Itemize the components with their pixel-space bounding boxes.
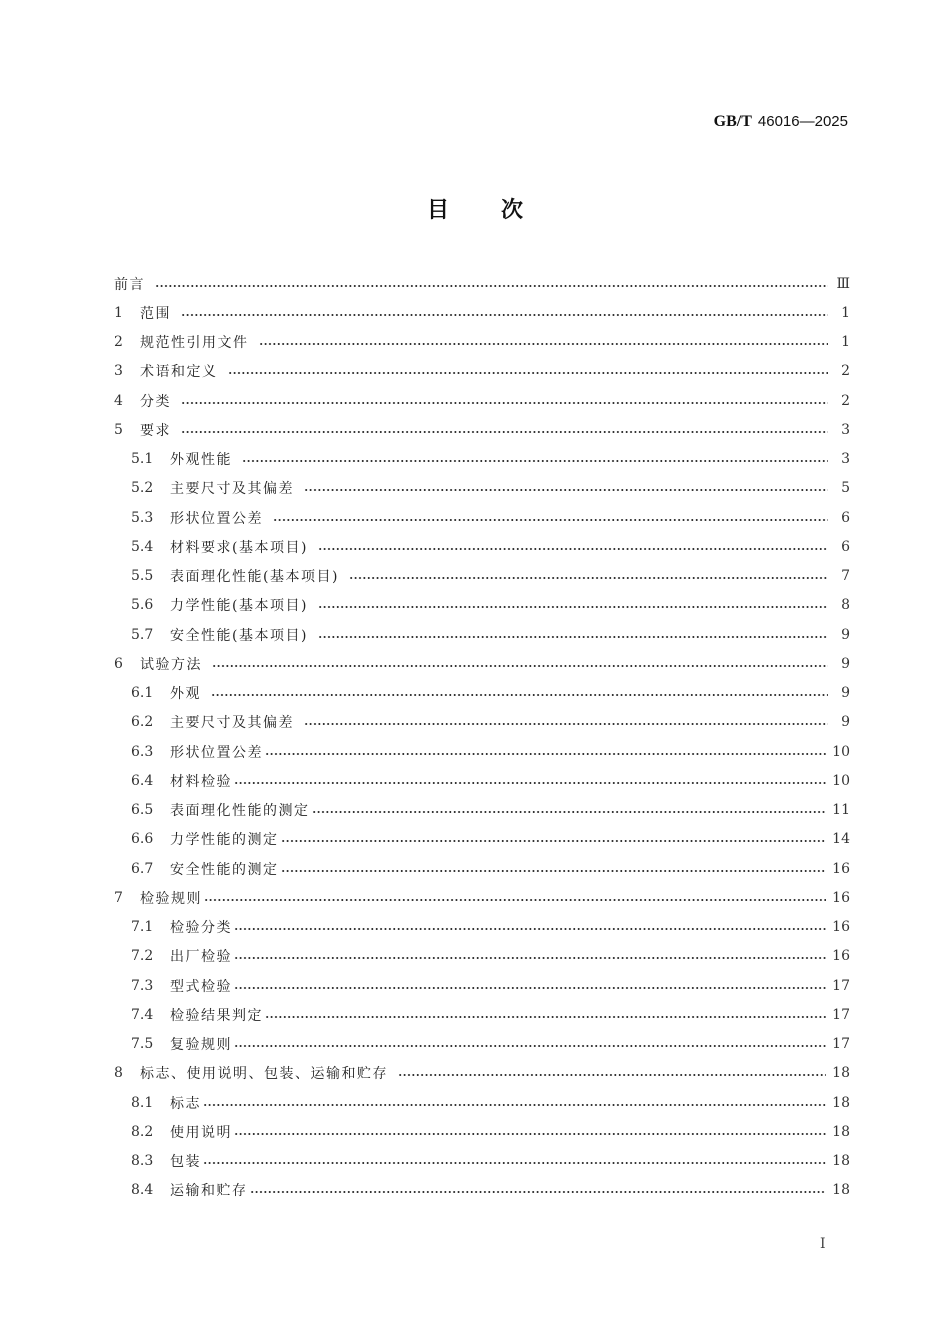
toc-entry[interactable] bbox=[114, 913, 850, 942]
toc-entry[interactable] bbox=[114, 883, 850, 912]
toc-entry[interactable] bbox=[114, 971, 850, 1000]
dot-leader bbox=[204, 891, 826, 905]
toc-entry-page: 9 bbox=[841, 655, 850, 672]
toc-entry-title: 检验结果判定 bbox=[170, 1007, 263, 1024]
toc-entry-page: 18 bbox=[832, 1182, 850, 1199]
toc-entry-page: 1 bbox=[841, 334, 850, 351]
toc-entry-number: 6.1 bbox=[131, 685, 154, 702]
dot-leader bbox=[203, 1096, 826, 1110]
toc-entry[interactable] bbox=[114, 1059, 850, 1088]
toc-entry[interactable] bbox=[114, 796, 850, 825]
toc-entry[interactable] bbox=[114, 1088, 850, 1117]
toc-entry-title: 形状位置公差 bbox=[170, 510, 263, 527]
dot-leader bbox=[304, 481, 828, 495]
toc-entry-number: 7.2 bbox=[131, 948, 154, 965]
toc-entry[interactable] bbox=[114, 1030, 850, 1059]
toc-entry-page: 18 bbox=[832, 1123, 850, 1140]
toc-entry-page: 16 bbox=[832, 948, 850, 965]
toc-entry-title: 前言 bbox=[114, 276, 145, 293]
toc-entry-number: 8.4 bbox=[131, 1182, 154, 1199]
toc-entry-page: 10 bbox=[832, 772, 850, 789]
toc-entry-page: 10 bbox=[832, 743, 850, 760]
toc-entry-title: 安全性能(基本项目) bbox=[170, 627, 308, 644]
toc-entry-number: 6.5 bbox=[131, 802, 154, 819]
toc-entry-number: 5.7 bbox=[131, 626, 154, 643]
toc-entry-number: 8.2 bbox=[131, 1123, 154, 1140]
toc-entry-title: 安全性能的测定 bbox=[170, 861, 279, 878]
toc-entry[interactable] bbox=[114, 445, 850, 474]
toc-entry[interactable] bbox=[114, 562, 850, 591]
toc-entry-title: 外观 bbox=[170, 686, 201, 703]
toc-entry-page: 6 bbox=[841, 509, 850, 526]
toc-entry-title: 主要尺寸及其偏差 bbox=[170, 715, 294, 732]
standard-code bbox=[714, 112, 848, 131]
dot-leader bbox=[228, 364, 829, 378]
toc-entry-title: 力学性能(基本项目) bbox=[170, 598, 308, 615]
page-number: Ⅰ bbox=[820, 1236, 826, 1252]
toc-entry-title: 要求 bbox=[140, 422, 171, 439]
toc-entry-page: 9 bbox=[841, 714, 850, 731]
toc-entry-page: 18 bbox=[832, 1065, 850, 1082]
toc-entry-number: 8.1 bbox=[131, 1094, 154, 1111]
dot-leader bbox=[265, 1008, 826, 1022]
toc-entry-page: 18 bbox=[832, 1153, 850, 1170]
toc-entry-page: 11 bbox=[832, 802, 850, 819]
toc-entry-title: 复验规则 bbox=[170, 1037, 232, 1054]
toc-entry[interactable] bbox=[114, 620, 850, 649]
toc-entry[interactable] bbox=[114, 766, 850, 795]
toc-entry-number: 1 bbox=[114, 304, 123, 321]
toc-entry-number: 5.6 bbox=[131, 597, 154, 614]
toc-entry-title: 材料检验 bbox=[170, 773, 232, 790]
dot-leader bbox=[212, 657, 828, 671]
toc-entry[interactable] bbox=[114, 1176, 850, 1205]
toc-entry-number: 5.5 bbox=[131, 568, 154, 585]
toc-entry-page: 16 bbox=[832, 919, 850, 936]
toc-entry[interactable] bbox=[114, 386, 850, 415]
toc-entry-number: 4 bbox=[114, 392, 123, 409]
toc-entry[interactable] bbox=[114, 708, 850, 737]
toc-entry-page: 2 bbox=[841, 363, 850, 380]
dot-leader bbox=[318, 540, 828, 554]
dot-leader bbox=[234, 979, 826, 993]
toc-entry-page: 17 bbox=[832, 1036, 850, 1053]
toc-entry[interactable] bbox=[114, 415, 850, 444]
toc-entry-number: 2 bbox=[114, 334, 123, 351]
toc-entry-title: 检验分类 bbox=[170, 920, 232, 937]
toc-entry-page: 18 bbox=[832, 1094, 850, 1111]
dot-leader bbox=[234, 774, 826, 788]
toc-entry-number: 8.3 bbox=[131, 1153, 154, 1170]
toc-entry-page: 5 bbox=[841, 480, 850, 497]
table-of-contents bbox=[114, 269, 850, 1205]
page-title: 目次 bbox=[426, 198, 575, 223]
toc-entry-title: 表面理化性能(基本项目) bbox=[170, 569, 339, 586]
toc-entry-page: 16 bbox=[832, 860, 850, 877]
toc-entry-title: 试验方法 bbox=[140, 656, 202, 673]
dot-leader bbox=[312, 803, 827, 817]
dot-leader bbox=[281, 832, 827, 846]
toc-entry-title: 力学性能的测定 bbox=[170, 832, 279, 849]
dot-leader bbox=[398, 1066, 826, 1080]
toc-entry-number: 5.2 bbox=[131, 480, 154, 497]
dot-leader bbox=[273, 511, 828, 525]
toc-entry[interactable] bbox=[114, 1117, 850, 1146]
toc-entry-title: 使用说明 bbox=[170, 1124, 232, 1141]
toc-entry-number: 7.4 bbox=[131, 1006, 154, 1023]
dot-leader bbox=[265, 745, 826, 759]
dot-leader bbox=[234, 1125, 826, 1139]
dot-leader bbox=[181, 423, 828, 437]
dot-leader bbox=[211, 686, 828, 700]
toc-entry-number: 5.4 bbox=[131, 538, 154, 555]
toc-entry[interactable] bbox=[114, 679, 850, 708]
toc-entry[interactable] bbox=[114, 737, 850, 766]
toc-entry[interactable] bbox=[114, 474, 850, 503]
toc-entry[interactable] bbox=[114, 357, 850, 386]
toc-entry-page: 17 bbox=[832, 977, 850, 994]
toc-entry-title: 分类 bbox=[140, 393, 171, 410]
toc-entry-page: 1 bbox=[841, 304, 850, 321]
dot-leader bbox=[318, 598, 828, 612]
toc-entry-page: 7 bbox=[841, 568, 850, 585]
dot-leader bbox=[281, 862, 827, 876]
toc-entry[interactable] bbox=[114, 854, 850, 883]
toc-entry-page: 8 bbox=[841, 597, 850, 614]
toc-entry-number: 6.7 bbox=[131, 860, 154, 877]
toc-entry-page: 14 bbox=[832, 831, 850, 848]
toc-entry-title: 型式检验 bbox=[170, 978, 232, 995]
toc-entry-title: 规范性引用文件 bbox=[140, 335, 249, 352]
toc-entry-page: 3 bbox=[841, 451, 850, 468]
toc-entry-title: 标志 bbox=[170, 1095, 201, 1112]
toc-entry-number: 7 bbox=[114, 889, 123, 906]
toc-entry-title: 外观性能 bbox=[170, 452, 232, 469]
toc-entry-title: 术语和定义 bbox=[140, 364, 218, 381]
toc-entry-number: 8 bbox=[114, 1065, 123, 1082]
toc-entry-title: 表面理化性能的测定 bbox=[170, 803, 310, 820]
dot-leader bbox=[259, 335, 829, 349]
toc-entry-number: 7.5 bbox=[131, 1036, 154, 1053]
dot-leader bbox=[234, 949, 826, 963]
toc-entry[interactable] bbox=[114, 1000, 850, 1029]
toc-entry-page: Ⅲ bbox=[836, 275, 850, 292]
toc-entry-number: 5.3 bbox=[131, 509, 154, 526]
toc-entry-number: 7.3 bbox=[131, 977, 154, 994]
toc-entry[interactable] bbox=[114, 328, 850, 357]
toc-entry-number: 5.1 bbox=[131, 451, 154, 468]
dot-leader bbox=[234, 920, 826, 934]
toc-entry-page: 9 bbox=[841, 685, 850, 702]
toc-entry-page: 6 bbox=[841, 538, 850, 555]
toc-entry-number: 7.1 bbox=[131, 919, 154, 936]
dot-leader bbox=[155, 277, 828, 291]
dot-leader bbox=[242, 452, 828, 466]
toc-entry-number: 6 bbox=[114, 655, 123, 672]
toc-entry-number: 3 bbox=[114, 363, 123, 380]
toc-entry-title: 主要尺寸及其偏差 bbox=[170, 481, 294, 498]
toc-entry-title: 标志、使用说明、包装、运输和贮存 bbox=[140, 1066, 388, 1083]
toc-entry-title: 材料要求(基本项目) bbox=[170, 539, 308, 556]
standard-number: 46016—2025 bbox=[757, 113, 848, 130]
dot-leader bbox=[181, 306, 828, 320]
toc-entry[interactable] bbox=[114, 942, 850, 971]
toc-entry-page: 3 bbox=[841, 421, 850, 438]
toc-entry-page: 2 bbox=[841, 392, 850, 409]
toc-entry[interactable] bbox=[114, 649, 850, 678]
dot-leader bbox=[181, 394, 828, 408]
toc-entry[interactable] bbox=[114, 298, 850, 327]
dot-leader bbox=[250, 1183, 827, 1197]
toc-entry-title: 范围 bbox=[140, 305, 171, 322]
dot-leader bbox=[318, 628, 828, 642]
dot-leader bbox=[349, 569, 828, 583]
dot-leader bbox=[304, 715, 828, 729]
toc-entry[interactable] bbox=[114, 591, 850, 620]
dot-leader bbox=[234, 1037, 826, 1051]
toc-entry[interactable] bbox=[114, 1147, 850, 1176]
toc-entry-number: 6.6 bbox=[131, 831, 154, 848]
toc-entry-title: 包装 bbox=[170, 1154, 201, 1171]
toc-entry[interactable] bbox=[114, 503, 850, 532]
toc-entry-number: 6.3 bbox=[131, 743, 154, 760]
toc-entry-title: 检验规则 bbox=[140, 890, 202, 907]
toc-entry[interactable] bbox=[114, 269, 850, 298]
toc-entry-title: 运输和贮存 bbox=[170, 1183, 248, 1200]
toc-entry-number: 5 bbox=[114, 421, 123, 438]
toc-entry-number: 6.4 bbox=[131, 772, 154, 789]
toc-entry[interactable] bbox=[114, 532, 850, 561]
standard-prefix: GB/T bbox=[713, 113, 752, 130]
toc-entry-title: 出厂检验 bbox=[170, 949, 232, 966]
dot-leader bbox=[203, 1154, 826, 1168]
toc-entry-page: 17 bbox=[832, 1006, 850, 1023]
toc-entry-page: 9 bbox=[841, 626, 850, 643]
toc-entry-title: 形状位置公差 bbox=[170, 744, 263, 761]
toc-entry-number: 6.2 bbox=[131, 714, 154, 731]
toc-entry-page: 16 bbox=[832, 889, 850, 906]
toc-entry[interactable] bbox=[114, 825, 850, 854]
